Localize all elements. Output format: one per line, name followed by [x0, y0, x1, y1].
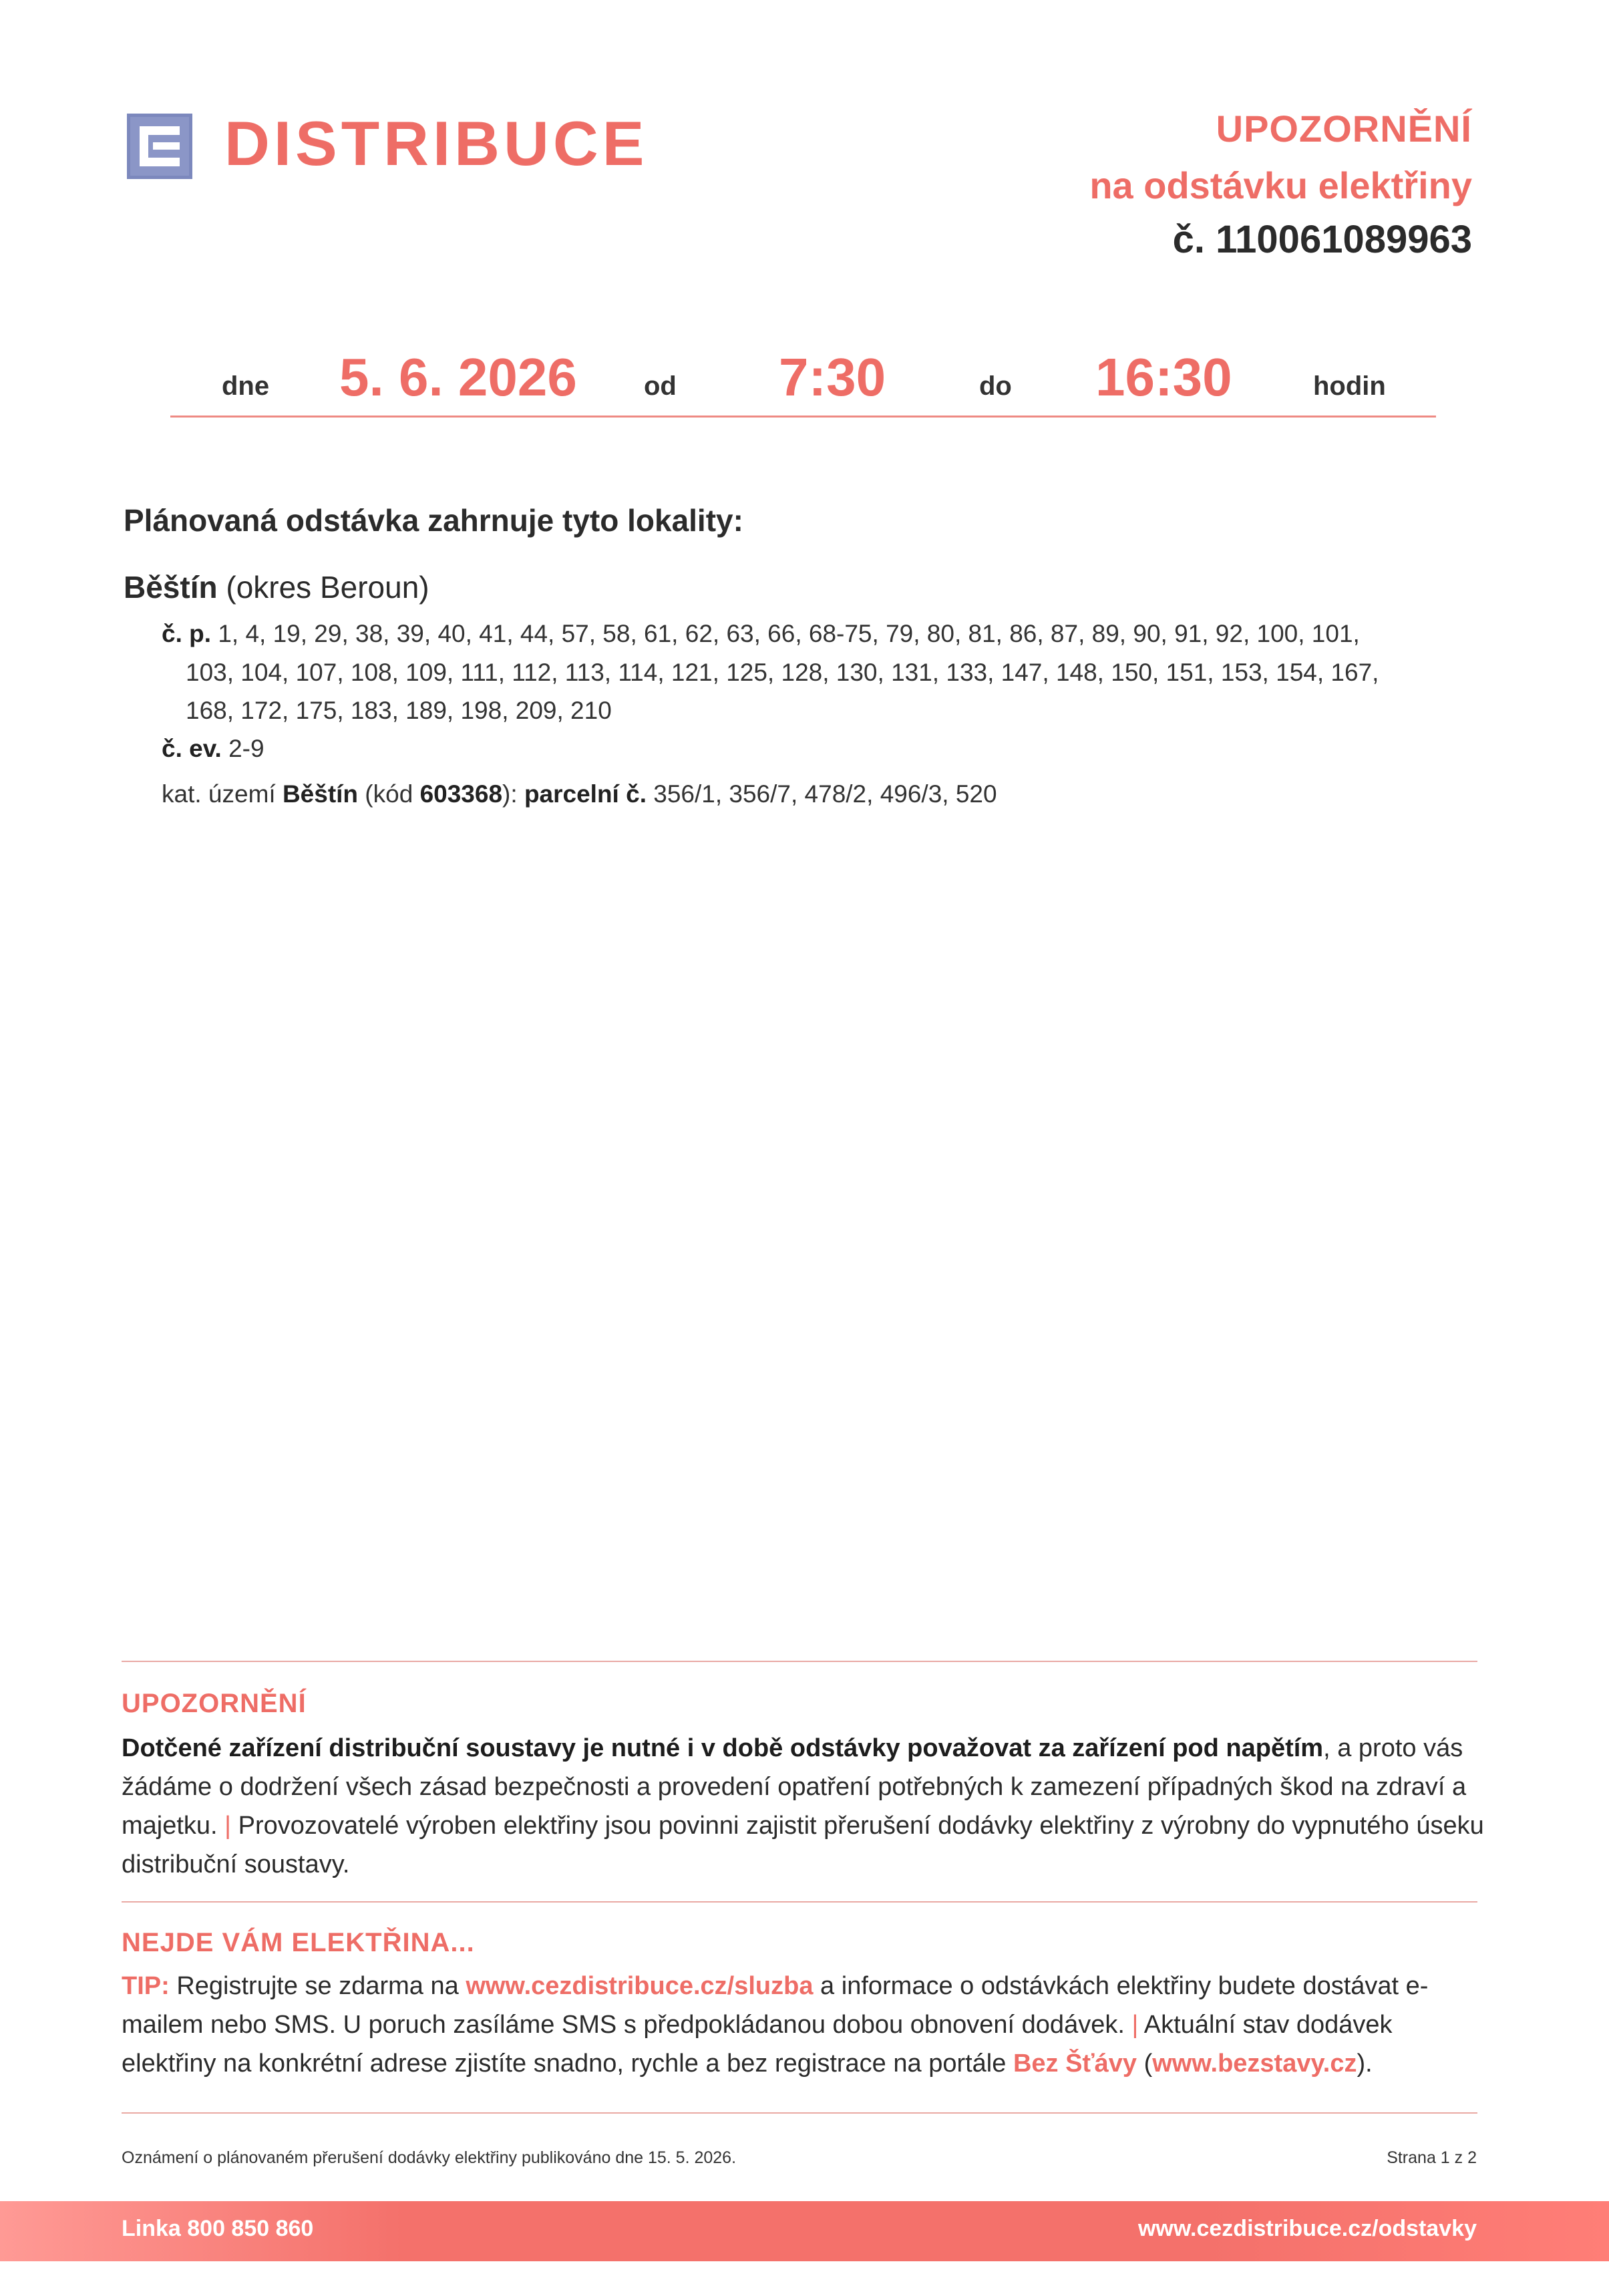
- bezstavy-link[interactable]: www.bezstavy.cz: [1152, 2049, 1357, 2078]
- footer-bar: [0, 2201, 1609, 2261]
- locations-title: Plánovaná odstávka zahrnuje tyto lokality:: [124, 503, 743, 538]
- cp-line-2: 103, 104, 107, 108, 109, 111, 112, 113, 114, 121, 125, 128, 130, 131, 133, 147, 148, 150, 151, 153, 154, 167,: [186, 659, 1379, 686]
- cp-values-1: 1, 4, 19, 29, 38, 39, 40, 41, 44, 57, 58, 61, 62, 63, 66, 68-75, 79, 80, 81, 86, 87, 89, 90, 91, 92, 100, 101,: [218, 620, 1360, 647]
- hodin-label: hodin: [1313, 371, 1386, 401]
- district: (okres Beroun): [217, 570, 429, 605]
- tip-text-4: (: [1137, 2049, 1153, 2078]
- warning-second: Provozovatelé výroben elektřiny jsou povinni zajistit přerušení dodávky elektřiny z výrobny do vypnutého úseku distribuční soustavy.: [122, 1812, 1484, 1878]
- published-note: Oznámení o plánovaném přerušení dodávky elektřiny publikováno dne 15. 5. 2026.: [122, 2148, 737, 2167]
- notice-number: č. 110061089963: [1172, 218, 1472, 261]
- od-label: od: [644, 371, 677, 401]
- cp-line-3: 168, 172, 175, 183, 189, 198, 209, 210: [186, 697, 612, 724]
- parcel-values: 356/1, 356/7, 478/2, 496/3, 520: [646, 780, 997, 808]
- divider-middle: [122, 1901, 1477, 1903]
- service-link[interactable]: www.cezdistribuce.cz/sluzba: [466, 1972, 814, 2000]
- tip-label: TIP:: [122, 1972, 170, 2000]
- ce-label: č. ev.: [162, 735, 222, 762]
- cp-line-1: [162, 620, 1360, 648]
- warning-rest: , a proto vás žádáme o dodržení všech zásad bezpečnosti a provedení opatření potřebných k zamezení případných škod na zdraví a majetku.: [122, 1734, 1467, 1840]
- portal-name: Bez Šťávy: [1013, 2049, 1137, 2078]
- logo-text: DISTRIBUCE: [224, 108, 649, 178]
- hotline: Linka 800 850 860: [122, 2216, 314, 2241]
- kat-prefix: kat. území: [162, 780, 283, 808]
- kat-line: [162, 780, 997, 808]
- municipality: [124, 569, 429, 605]
- tip-text: [122, 1967, 1484, 2083]
- do-label: do: [979, 371, 1012, 401]
- page-number: Strana 1 z 2: [1387, 2148, 1477, 2167]
- warning-title: UPOZORNĚNÍ: [122, 1689, 307, 1718]
- notice-subtitle: na odstávku elektřiny: [1089, 164, 1472, 206]
- tip-text-2: a informace o odstávkách elektřiny budete dostávat e-mailem nebo SMS. U poruch zasíláme SMS s předpokládanou dobou obnovení dodávek.: [122, 1972, 1429, 2039]
- divider-top: [122, 1661, 1477, 1662]
- outage-date: 5. 6. 2026: [339, 347, 577, 407]
- ce-value: 2-9: [228, 735, 264, 762]
- cp-label: č. p.: [162, 620, 212, 647]
- cez-logo-icon: [127, 114, 192, 179]
- kat-kod: 603368: [419, 780, 503, 808]
- time-to: 16:30: [1095, 347, 1232, 407]
- warning-bold: Dotčené zařízení distribuční soustavy je nutné i v době odstávky považovat za zařízení pod napětím: [122, 1734, 1324, 1762]
- kat-name: Běštín: [282, 780, 359, 808]
- tip-title: NEJDE VÁM ELEKTŘINA...: [122, 1928, 475, 1957]
- ce-line: [162, 735, 264, 763]
- kat-kod-prefix: (kód: [358, 780, 420, 808]
- tip-separator: |: [1124, 2011, 1144, 2039]
- municipality-name: Běštín: [124, 570, 218, 605]
- outages-link[interactable]: www.cezdistribuce.cz/odstavky: [1137, 2216, 1477, 2241]
- dne-label: dne: [222, 371, 270, 401]
- warning-separator: |: [217, 1812, 238, 1840]
- tip-text-3: Aktuální stav dodávek elektřiny na konkrétní adrese zjistíte snadno, rychle a bez registrace na portále: [122, 2011, 1393, 2078]
- kat-kod-suffix: ):: [502, 780, 524, 808]
- tip-text-1: Registrujte se zdarma na: [169, 1972, 466, 2000]
- divider-bottom: [122, 2112, 1477, 2114]
- time-from: 7:30: [779, 347, 886, 407]
- parcel-label: parcelní č.: [524, 780, 647, 808]
- notice-title: UPOZORNĚNÍ: [1216, 108, 1472, 150]
- tip-text-5: ).: [1357, 2049, 1373, 2078]
- schedule-underline: [170, 416, 1436, 418]
- warning-text: [122, 1729, 1484, 1884]
